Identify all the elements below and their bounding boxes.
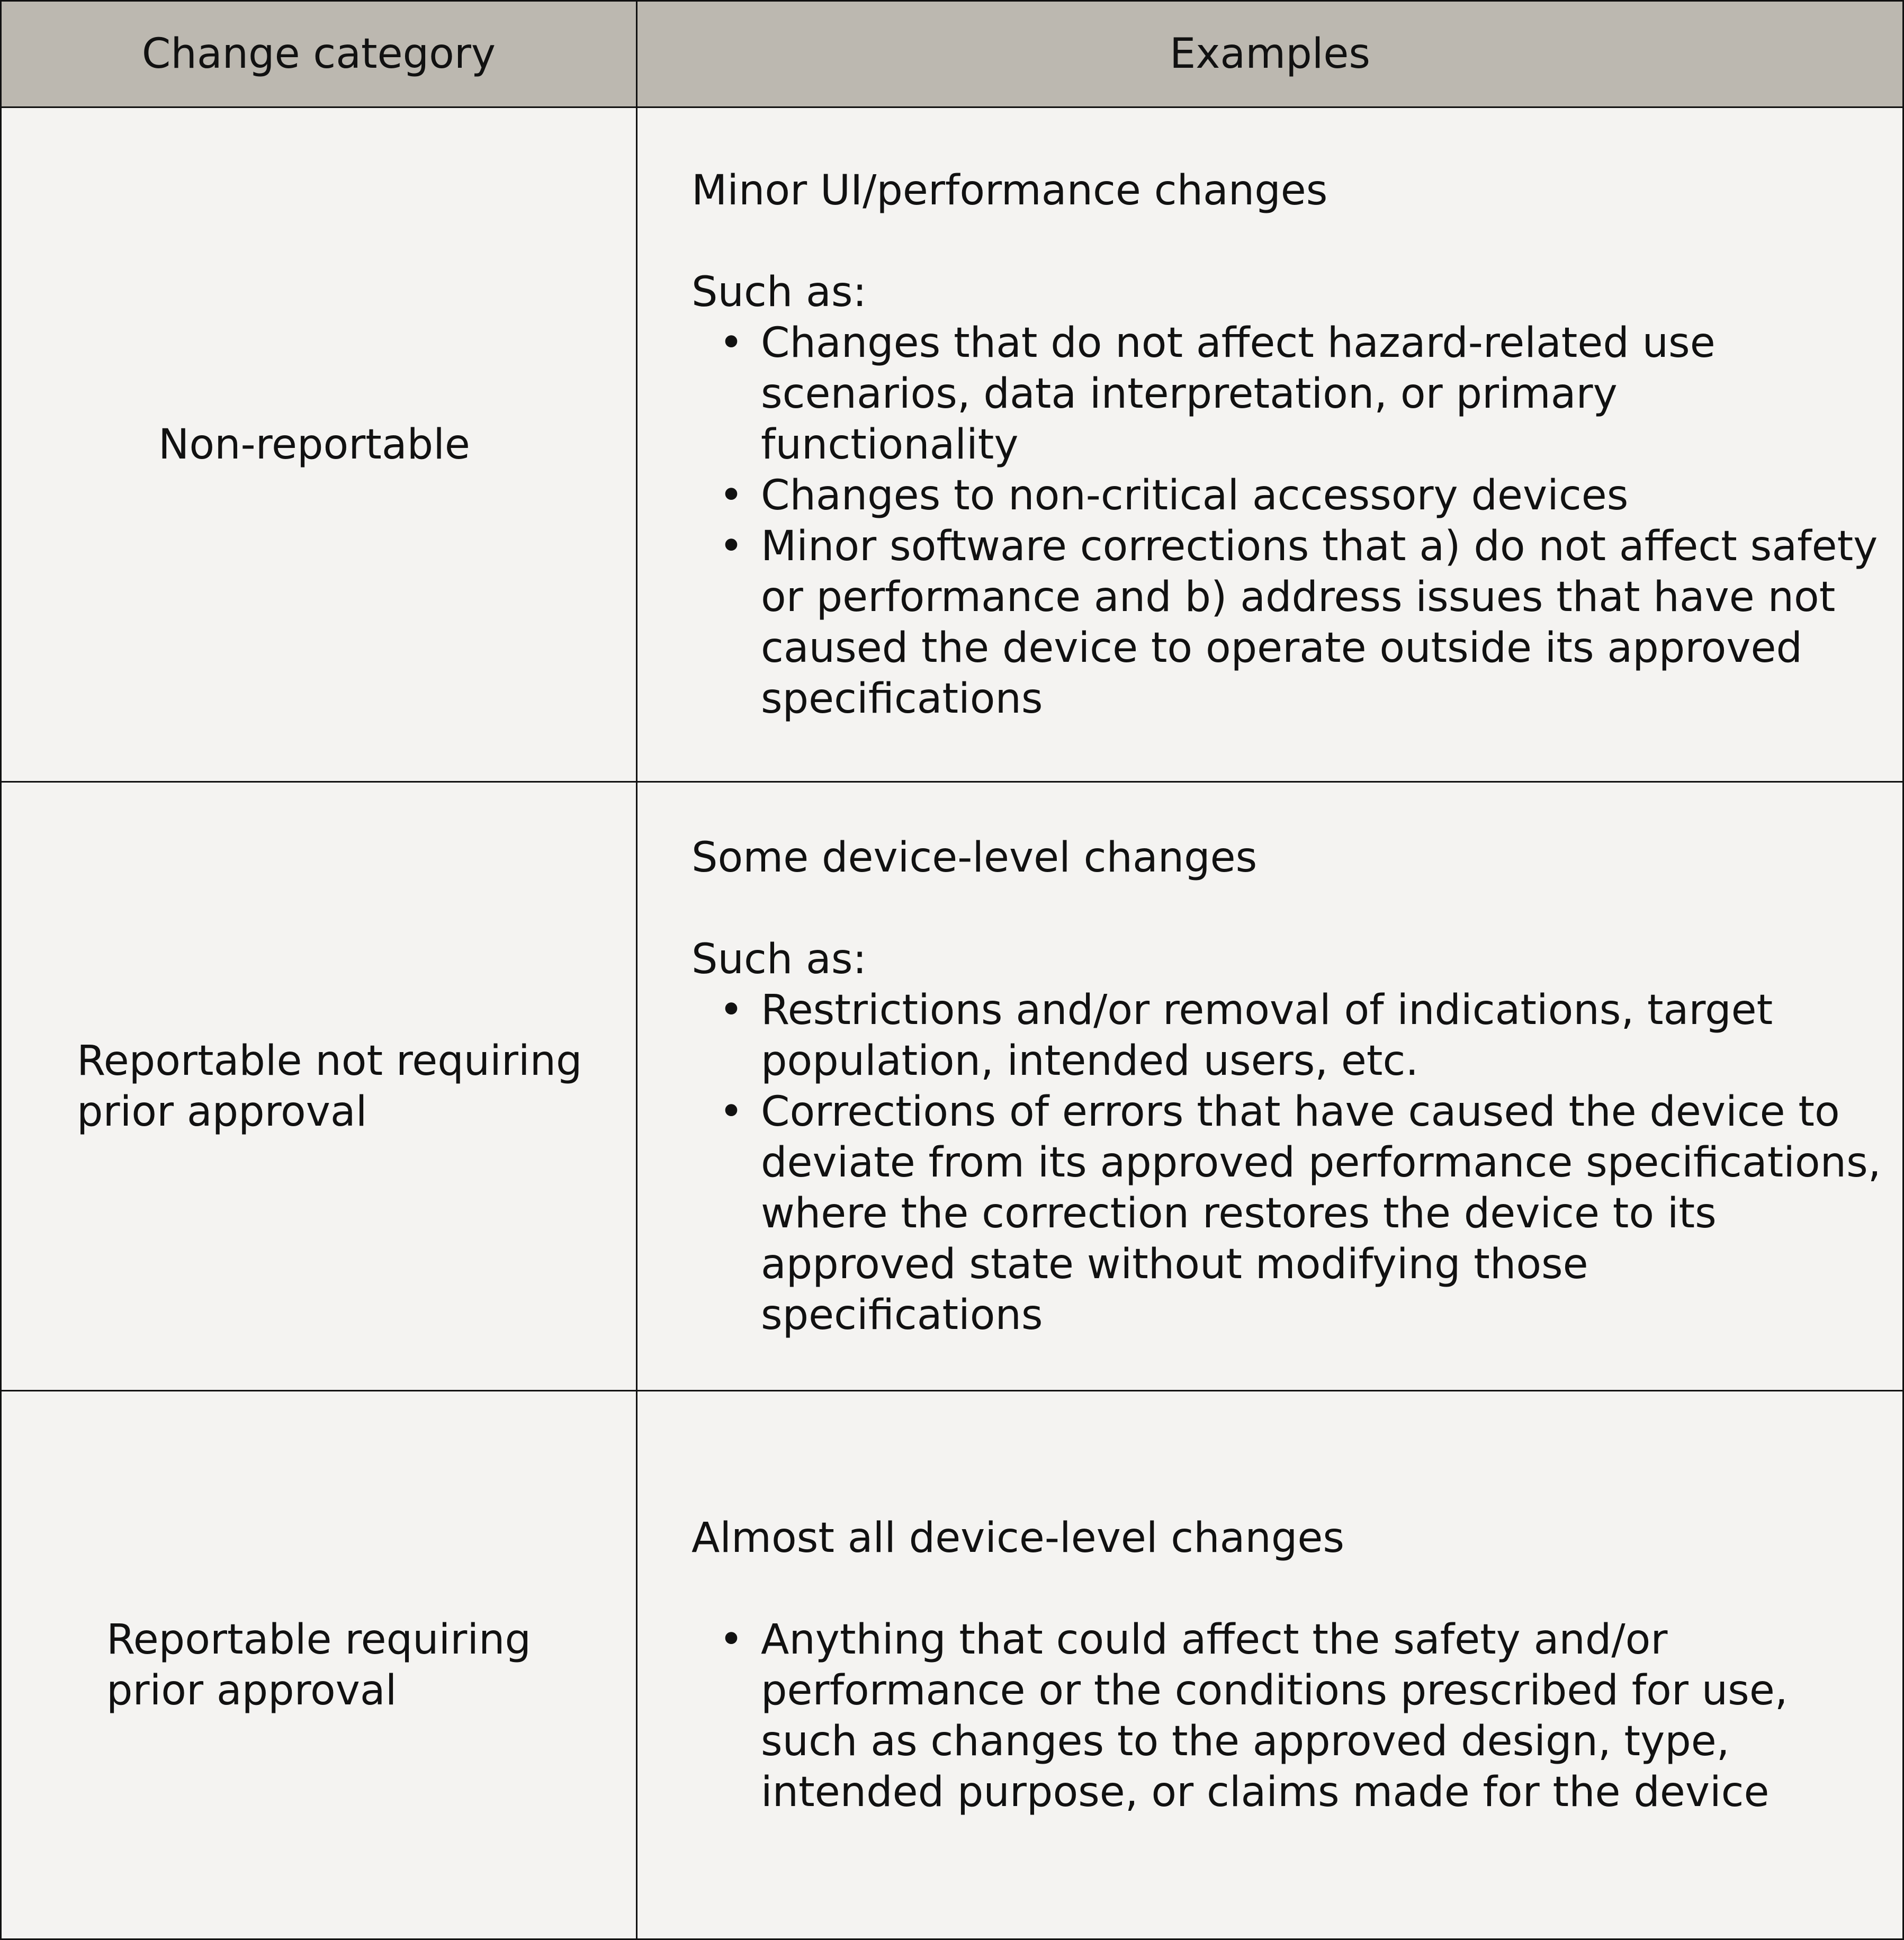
examples-cell-non-reportable bbox=[637, 108, 1902, 781]
bullet-icon: • bbox=[719, 986, 744, 1034]
table-border-top bbox=[0, 0, 1904, 2]
list-item-text: Changes to non-critical accessory devices bbox=[761, 471, 1629, 519]
list-item-text: Minor software corrections that a) do not affect safety or performance and b) address issues that have not caused the device to operate outside its approved specifications bbox=[761, 522, 1878, 723]
category-label: Reportable not requiring prior approval bbox=[77, 1037, 582, 1136]
list-item bbox=[691, 985, 1881, 1086]
list-item bbox=[691, 318, 1881, 470]
category-cell-non-reportable bbox=[2, 108, 636, 781]
list-item bbox=[691, 1086, 1881, 1341]
list-item-text: Restrictions and/or removal of indications, target population, intended users, etc. bbox=[761, 986, 1773, 1085]
category-label: Non-reportable bbox=[158, 420, 470, 469]
category-label: Reportable requiring prior approval bbox=[106, 1615, 531, 1714]
examples-cell-reportable-requiring-approval bbox=[637, 1391, 1902, 1938]
bullet-icon: • bbox=[719, 1615, 744, 1664]
header-change-category-label: Change category bbox=[141, 30, 496, 78]
examples-heading: Minor UI/performance changes bbox=[691, 166, 1328, 214]
bullet-icon: • bbox=[719, 1088, 744, 1136]
header-divider bbox=[0, 106, 1904, 108]
examples-content bbox=[691, 832, 1881, 1341]
header-examples-label: Examples bbox=[1169, 30, 1371, 78]
row-divider bbox=[0, 1390, 1904, 1391]
list-item bbox=[691, 470, 1881, 521]
list-item bbox=[691, 521, 1881, 724]
examples-list bbox=[691, 985, 1881, 1341]
examples-cell-reportable-not-requiring-approval bbox=[637, 783, 1902, 1390]
row-divider bbox=[0, 781, 1904, 783]
column-divider bbox=[636, 0, 637, 1940]
list-item bbox=[691, 1614, 1881, 1818]
examples-list bbox=[691, 318, 1881, 724]
bullet-icon: • bbox=[719, 522, 744, 570]
bullet-icon: • bbox=[719, 319, 744, 367]
examples-lead: Such as: bbox=[691, 268, 867, 316]
examples-content bbox=[691, 165, 1881, 724]
header-examples bbox=[637, 2, 1902, 106]
list-item-text: Anything that could affect the safety and/or performance or the conditions prescribed for use, such as changes to the approved design, type, intended purpose, or claims made for the device bbox=[761, 1615, 1788, 1816]
header-change-category bbox=[2, 2, 636, 106]
list-item-text: Changes that do not affect hazard-related use scenarios, data interpretation, or primary functionality bbox=[761, 319, 1716, 469]
examples-content bbox=[691, 1513, 1881, 1818]
category-cell-reportable-not-requiring-approval bbox=[2, 783, 636, 1390]
examples-heading: Some device-level changes bbox=[691, 833, 1258, 882]
examples-heading: Almost all device-level changes bbox=[691, 1514, 1344, 1562]
examples-spacer bbox=[691, 1564, 1881, 1614]
bullet-icon: • bbox=[719, 471, 744, 519]
category-cell-reportable-requiring-approval bbox=[2, 1391, 636, 1938]
table-border-left bbox=[0, 0, 2, 1940]
list-item-text: Corrections of errors that have caused the device to deviate from its approved performance specifications, where the correction restores the device to its approved state without modifying those specifications bbox=[761, 1088, 1881, 1339]
examples-lead: Such as: bbox=[691, 935, 867, 983]
examples-list bbox=[691, 1614, 1881, 1818]
